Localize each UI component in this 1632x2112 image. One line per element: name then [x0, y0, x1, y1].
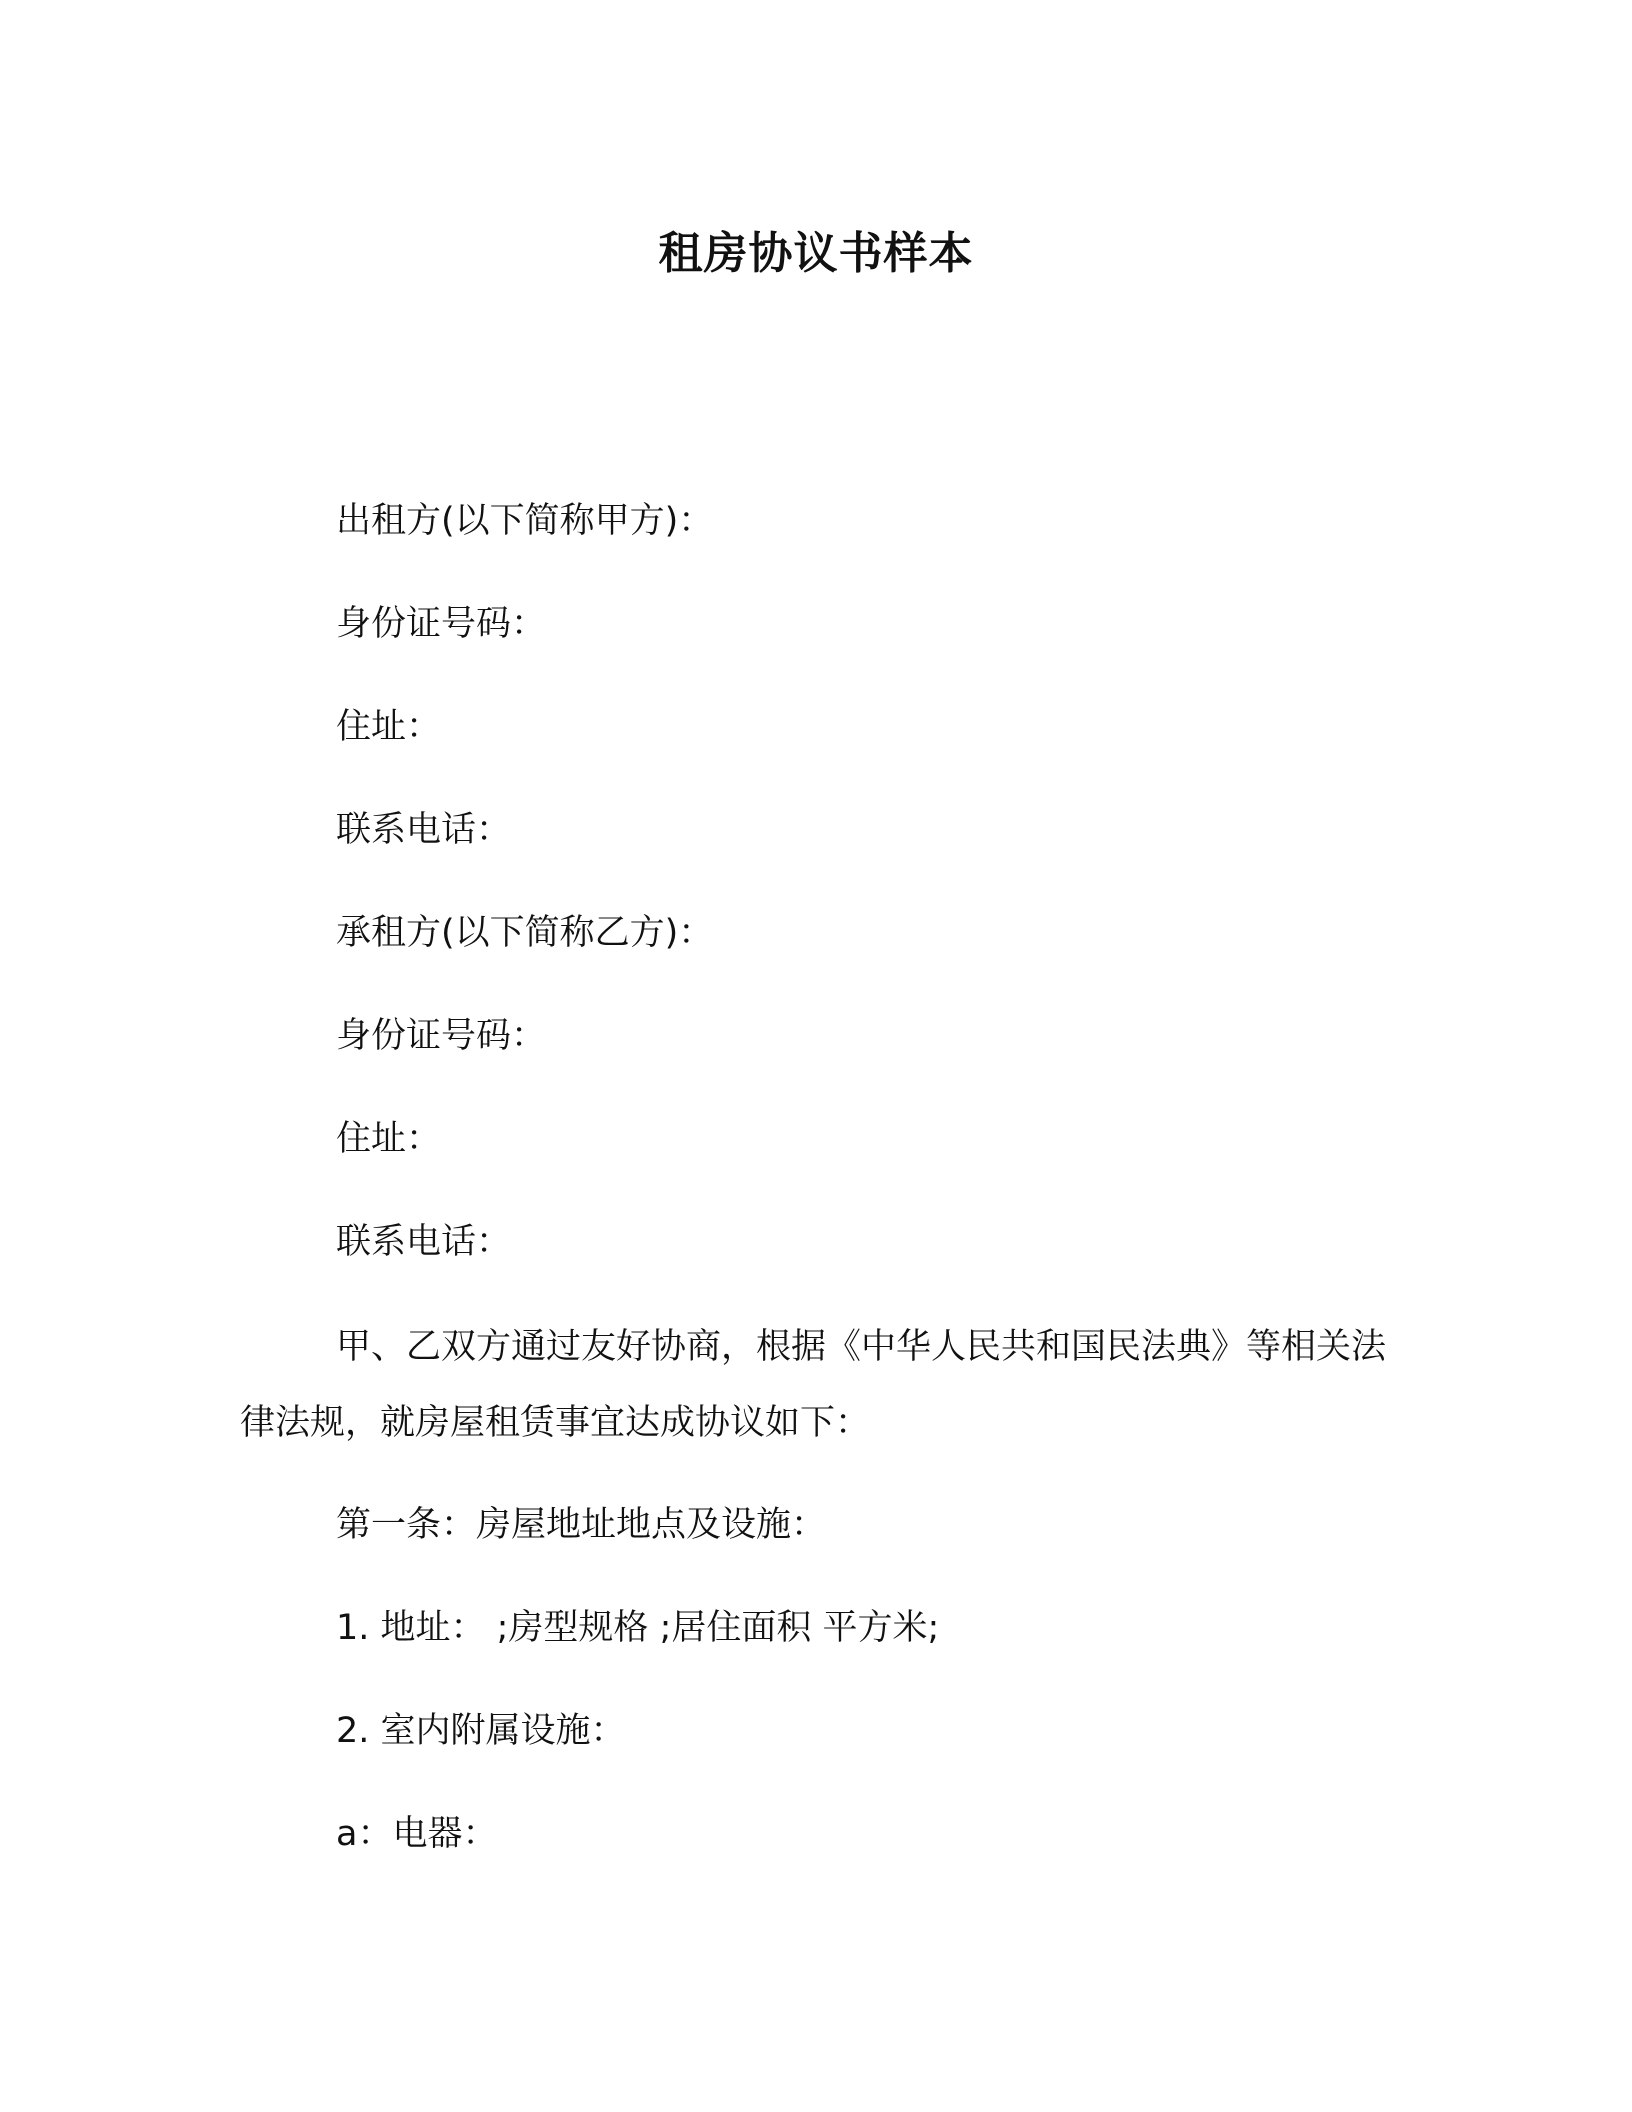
lessee-phone-label: 联系电话： — [336, 1222, 512, 1262]
lessor-address-label: 住址： — [336, 707, 442, 747]
document-title: 租房协议书样本 — [658, 228, 974, 279]
lessee-id-label: 身份证号码： — [336, 1016, 547, 1056]
article1-item-address: 1. 地址： ;房型规格 ;居住面积 平方米; — [336, 1608, 940, 1648]
lessee-address-label: 住址： — [336, 1119, 442, 1159]
article1-heading: 第一条：房屋地址地点及设施： — [336, 1505, 827, 1545]
article1-item-facilities: 2. 室内附属设施： — [336, 1711, 626, 1751]
lessor-party-label: 出租方(以下简称甲方)： — [336, 501, 714, 541]
lessor-phone-label: 联系电话： — [336, 810, 512, 850]
lessee-party-label: 承租方(以下简称乙方)： — [336, 913, 714, 953]
lessor-id-label: 身份证号码： — [336, 604, 547, 644]
article1-item-appliances: a：电器： — [336, 1814, 498, 1854]
preamble-paragraph: 甲、乙双方通过友好协商，根据《中华人民共和国民法典》等相关法律法规，就房屋租赁事宜达成协议如下： — [240, 1327, 1387, 1443]
